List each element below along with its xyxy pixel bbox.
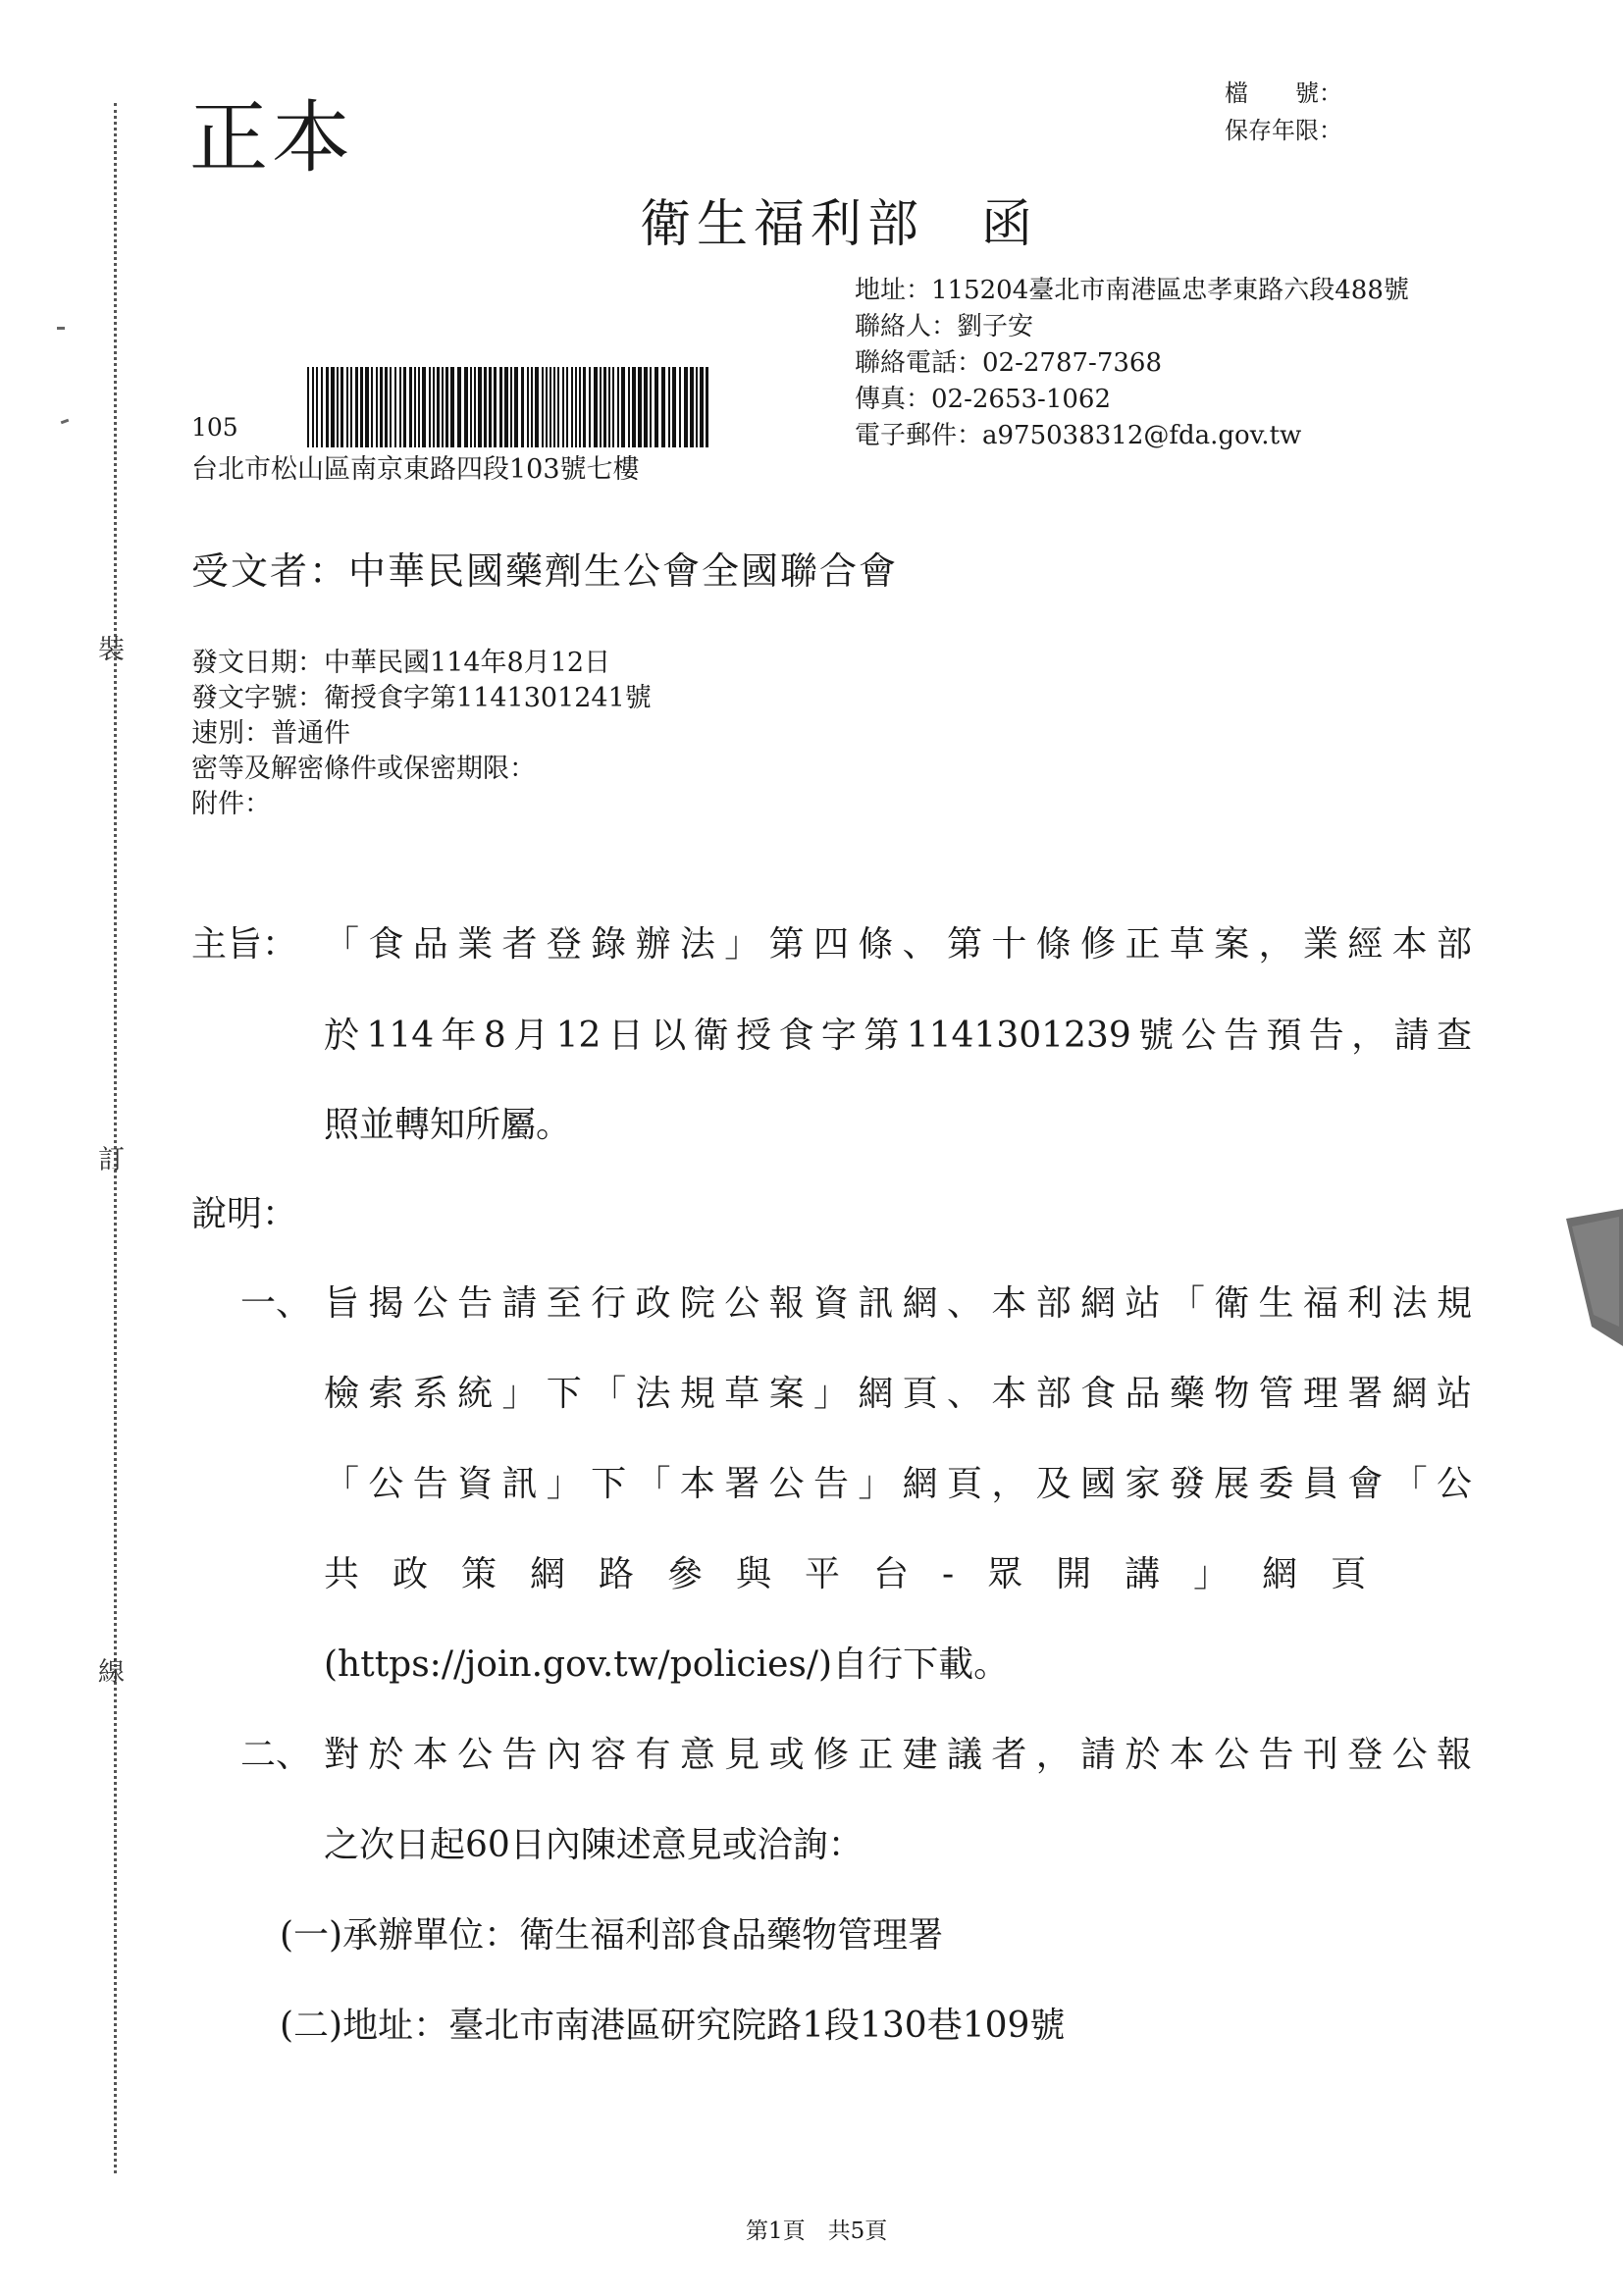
margin-tick [61, 419, 70, 425]
barcode-bar [612, 367, 614, 447]
item-1-line-3: 「公告資訊」下「本署公告」網頁，及國家發展委員會「公 [324, 1464, 1472, 1504]
document-meta [191, 646, 652, 822]
barcode-bar [514, 367, 518, 447]
barcode-bar [312, 367, 314, 447]
barcode-bar [571, 367, 573, 447]
retention-label: 保存年限： [1225, 117, 1342, 144]
barcode-bar [632, 367, 636, 447]
barcode-bar [557, 367, 559, 447]
barcode-bar [390, 367, 392, 447]
barcode-bar [700, 367, 704, 447]
barcode-bar [380, 367, 383, 447]
file-meta [1225, 75, 1342, 149]
barcode-bar [638, 367, 642, 447]
margin-tick [57, 327, 65, 330]
barcode-bar [706, 367, 708, 447]
barcode-bar [510, 367, 512, 447]
barcode-bar [690, 367, 694, 447]
barcode-bar [672, 367, 676, 447]
barcode-bar [478, 367, 482, 447]
contact-phone: 聯絡電話：02-2787-7368 [855, 348, 1162, 378]
barcode-bar [589, 367, 591, 447]
item-1-marker: 一、 [240, 1283, 312, 1324]
barcode-bar [575, 367, 577, 447]
barcode-bar [583, 367, 586, 447]
barcode-bar [445, 367, 448, 447]
subject-line-3: 照並轉知所屬。 [324, 1105, 572, 1145]
barcode-bar [429, 367, 431, 447]
barcode-bar [594, 367, 598, 447]
barcode-bar [331, 367, 335, 447]
barcode-bar [650, 367, 652, 447]
document-number: 發文字號：衛授食字第1141301241號 [191, 683, 652, 713]
recipient: 受文者：中華民國藥劑生公會全國聯合會 [191, 549, 899, 593]
barcode [307, 367, 710, 447]
barcode-bar [422, 367, 426, 447]
barcode-bar [553, 367, 555, 447]
barcode-bar [617, 367, 619, 447]
item-1-line-2: 檢索系統」下「法規草案」網頁、本部食品藥物管理署網站 [324, 1374, 1472, 1414]
barcode-bar [346, 367, 348, 447]
barcode-bar [535, 367, 539, 447]
barcode-bar [326, 367, 329, 447]
barcode-bar [668, 367, 670, 447]
barcode-bar [316, 367, 318, 447]
barcode-bar [499, 367, 502, 447]
barcode-bar [437, 367, 440, 447]
barcode-bar [527, 367, 529, 447]
explanation-label: 說明： [191, 1194, 298, 1234]
barcode-bar [470, 367, 472, 447]
item-2-sub-1: (一)承辦單位：衛生福利部食品藥物管理署 [280, 1915, 944, 1956]
barcode-bar [494, 367, 497, 447]
barcode-bar [603, 367, 606, 447]
barcode-bar [433, 367, 435, 447]
item-1-line-1: 旨揭公告請至行政院公報資訊網、本部網站「衛生福利法規 [324, 1283, 1472, 1324]
item-2-sub-2: (二)地址：臺北市南港區研究院路1段130巷109號 [280, 2006, 1066, 2046]
barcode-bar [376, 367, 378, 447]
item-2-line-2: 之次日起60日內陳述意見或洽詢： [324, 1825, 864, 1865]
barcode-bar [360, 367, 363, 447]
barcode-bar [550, 367, 551, 447]
sender-address: 地址：115204臺北市南港區忠孝東路六段488號 [855, 276, 1409, 305]
sender-contact-block [855, 273, 1409, 454]
barcode-bar [504, 367, 508, 447]
issue-date: 發文日期：中華民國114年8月12日 [191, 648, 611, 678]
original-copy-mark: 正本 [189, 92, 354, 183]
barcode-bar [546, 367, 548, 447]
barcode-bar [661, 367, 665, 447]
contact-email: 電子郵件：a975038312@fda.gov.tw [855, 421, 1302, 450]
barcode-bar [628, 367, 630, 447]
page-number: 第1頁 共5頁 [746, 2218, 888, 2244]
item-2-line-1: 對於本公告內容有意見或修正建議者，請於本公告刊登公報 [324, 1735, 1472, 1775]
barcode-bar [414, 367, 416, 447]
contact-person: 聯絡人：劉子安 [855, 312, 1034, 341]
barcode-bar [621, 367, 625, 447]
barcode-bar [457, 367, 461, 447]
barcode-bar [450, 367, 454, 447]
barcode-bar [409, 367, 412, 447]
binding-char-xian: 線 [98, 1657, 125, 1688]
barcode-bar [355, 367, 358, 447]
binding-char-zhuang: 裝 [98, 635, 125, 665]
secrecy-level: 密等及解密條件或保密期限： [191, 754, 536, 784]
item-2-marker: 二、 [240, 1735, 312, 1775]
barcode-bar [442, 367, 444, 447]
scan-artifact-mark [1562, 1209, 1623, 1346]
barcode-bar [696, 367, 698, 447]
barcode-bar [385, 367, 388, 447]
barcode-bar [484, 367, 487, 447]
barcode-bar [321, 367, 323, 447]
barcode-bar [394, 367, 396, 447]
barcode-bar [489, 367, 492, 447]
recipient-address: 台北市松山區南京東路四段103號七樓 [191, 454, 640, 485]
delivery-speed: 速別：普通件 [191, 718, 350, 749]
document-title: 衛生福利部 函 [640, 195, 1039, 254]
subject-label: 主旨： [191, 924, 298, 965]
barcode-bar [464, 367, 468, 447]
barcode-bar [399, 367, 401, 447]
barcode-bar [521, 367, 524, 447]
item-1-line-5: (https://join.gov.tw/policies/)自行下載。 [324, 1644, 1010, 1685]
contact-fax: 傳真：02-2653-1062 [855, 385, 1111, 414]
subject-line-1: 「食品業者登錄辦法」第四條、第十條修正草案，業經本部 [324, 924, 1472, 965]
barcode-bar [371, 367, 373, 447]
barcode-bar [350, 367, 352, 447]
barcode-bar [340, 367, 343, 447]
barcode-bar [542, 367, 544, 447]
attachment-label: 附件： [191, 789, 271, 819]
barcode-bar [654, 367, 658, 447]
barcode-bar [566, 367, 568, 447]
item-1-line-4: 共政策網路參與平台-眾開講」網頁 [324, 1554, 1400, 1594]
barcode-bar [600, 367, 602, 447]
barcode-bar [608, 367, 610, 447]
barcode-bar [418, 367, 420, 447]
barcode-bar [403, 367, 406, 447]
barcode-bar [337, 367, 339, 447]
barcode-bar [474, 367, 476, 447]
binding-char-ding: 訂 [98, 1145, 125, 1175]
barcode-bar [562, 367, 564, 447]
barcode-bar [307, 367, 309, 447]
barcode-bar [531, 367, 533, 447]
postal-code: 105 [191, 413, 238, 442]
barcode-bar [679, 367, 681, 447]
barcode-bar [365, 367, 369, 447]
subject-line-2: 於114年8月12日以衛授食字第1141301239號公告預告，請查 [324, 1016, 1472, 1056]
barcode-bar [684, 367, 688, 447]
barcode-bar [644, 367, 648, 447]
file-number-label: 檔 號： [1225, 79, 1342, 107]
barcode-bar [579, 367, 581, 447]
